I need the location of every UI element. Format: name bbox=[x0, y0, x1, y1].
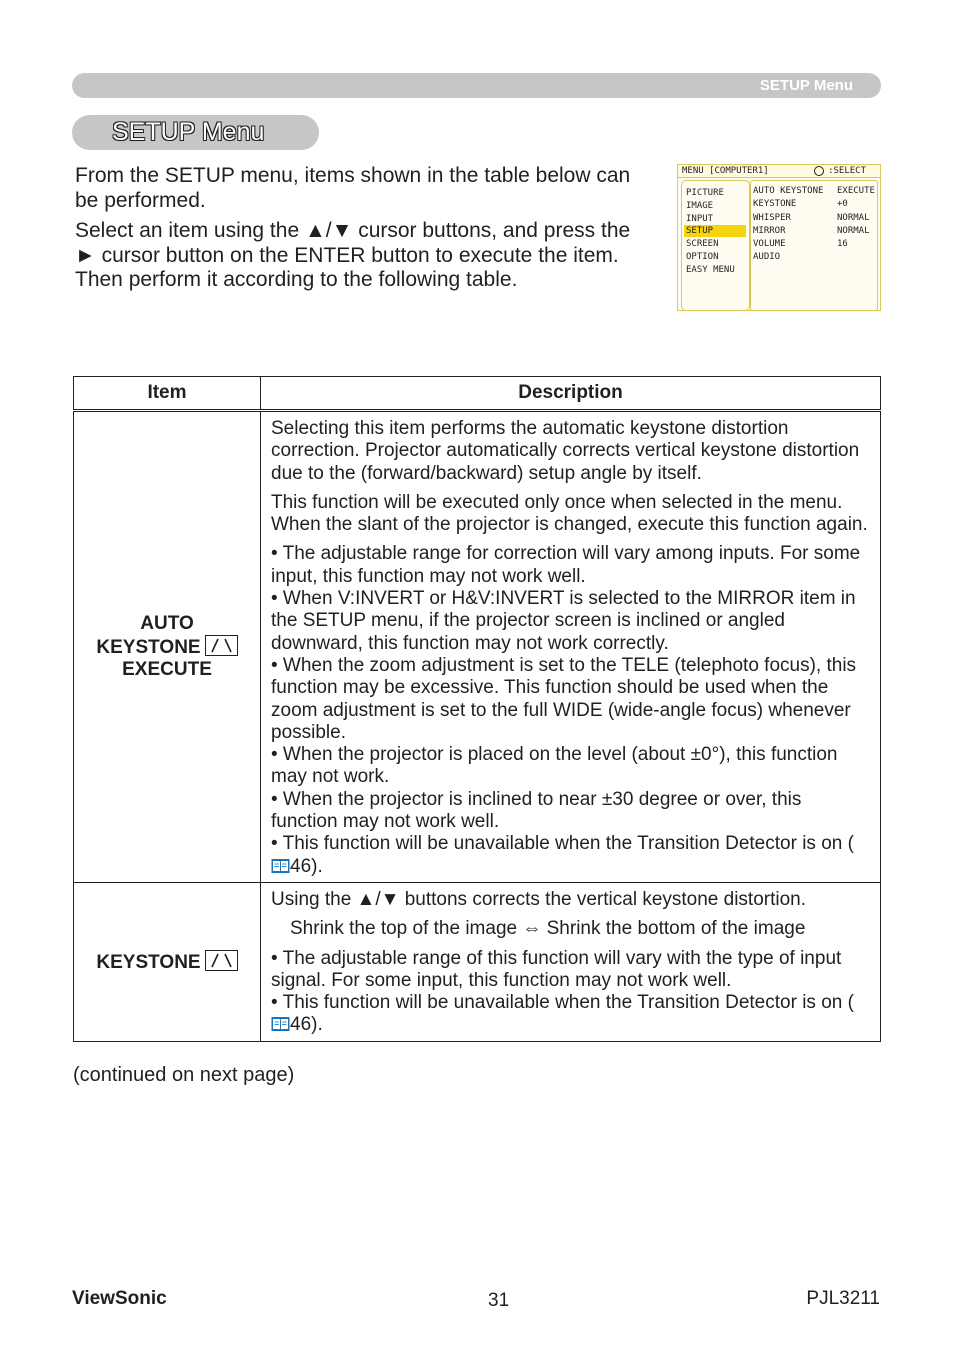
osd-select-hint bbox=[828, 166, 866, 176]
intro-paragraph-2: Select an item using the ▲/▼ cursor buttons, and press the ► cursor button on the ENTER button to execute the item. Then perform it according to the following table. bbox=[75, 219, 631, 291]
osd-header bbox=[678, 165, 880, 178]
note-bullet: • When V:INVERT or H&V:INVERT is selected to the MIRROR item in the SETUP menu, if the projector screen is inclined or angled downward, this function may not work correctly. bbox=[271, 588, 856, 654]
description-cell-keystone bbox=[261, 882, 881, 1041]
item-label-keystone: KEYSTONE bbox=[96, 636, 201, 658]
osd-title: MENU [COMPUTER1] bbox=[682, 166, 769, 176]
running-header-title: SETUP Menu bbox=[759, 77, 853, 94]
note-bullet: • This function will be unavailable when the Transition Detector is on ( bbox=[271, 992, 854, 1014]
osd-setting-label: AUTO KEYSTONE bbox=[753, 186, 824, 196]
note-bullet: • The adjustable range for correction will vary among inputs. For some input, this function may not work well. bbox=[271, 543, 861, 587]
item-label-keystone: KEYSTONE bbox=[96, 951, 201, 973]
osd-setting-label: AUDIO bbox=[753, 252, 781, 262]
osd-select-label: :SELECT bbox=[828, 166, 866, 176]
note-bullet: • When the projector is placed on the level (about ±0°), this function may not work. bbox=[271, 744, 838, 788]
table-header-row bbox=[74, 377, 881, 411]
table-row-auto-keystone bbox=[74, 411, 881, 883]
section-title: SETUP Menu bbox=[112, 118, 265, 146]
osd-setting-label: VOLUME bbox=[753, 239, 786, 249]
running-header-bar bbox=[72, 73, 881, 98]
item-label-line: EXECUTE bbox=[122, 659, 212, 681]
description-paragraph: This function will be executed only once when selected in the menu. When the slant of the projector is changed, execute this function again. bbox=[271, 491, 868, 536]
description-notes bbox=[271, 543, 872, 877]
item-label-line bbox=[74, 635, 260, 659]
osd-setting-value: 16 bbox=[837, 239, 848, 249]
select-icon bbox=[814, 166, 824, 176]
note-bullet: • This function will be unavailable when the Transition Detector is on ( bbox=[271, 833, 854, 855]
continued-note: (continued on next page) bbox=[73, 1064, 295, 1086]
osd-setting-label: WHISPER bbox=[753, 213, 791, 223]
osd-menu-item: INPUT bbox=[686, 214, 714, 224]
osd-setting-row bbox=[753, 185, 877, 198]
intro-text bbox=[75, 164, 650, 299]
description-paragraph: Selecting this item performs the automatic keystone distortion correction. Projector automatically corrects vertical keystone distortion due to the (forward/backward) setup angle by itself. bbox=[271, 418, 860, 484]
osd-menu-list bbox=[681, 180, 750, 311]
keystone-icon bbox=[205, 635, 238, 656]
note-bullet: • When the zoom adjustment is set to the TELE (telephoto focus), this function may be excessive. This function should be used when the zoom adjustment is set to the full WIDE (wide-angle focus) whenever possible. bbox=[271, 654, 857, 743]
intro-paragraph-1: From the SETUP menu, items shown in the table below can be performed. bbox=[75, 164, 631, 212]
item-label-line: AUTO bbox=[140, 612, 194, 634]
osd-setting-value: EXECUTE bbox=[837, 186, 875, 196]
osd-setting-row bbox=[753, 238, 877, 251]
footer-model: PJL3211 bbox=[806, 1288, 880, 1309]
osd-setting-row bbox=[753, 251, 877, 264]
osd-menu-item: IMAGE bbox=[686, 201, 714, 211]
osd-menu-item: OPTION bbox=[686, 252, 719, 262]
description-paragraph: Shrink the top of the image ⇔ Shrink the bottom of the image bbox=[290, 918, 806, 940]
item-cell-keystone bbox=[74, 882, 261, 1041]
description-notes bbox=[271, 948, 872, 1037]
column-header-description: Description bbox=[261, 377, 881, 411]
keystone-icon bbox=[205, 950, 238, 971]
item-cell-auto-keystone bbox=[74, 411, 261, 883]
osd-menu-item-selected: SETUP bbox=[684, 225, 746, 237]
osd-setting-value: +0 bbox=[837, 199, 848, 209]
description-paragraph: Using the ▲/▼ buttons corrects the vertical keystone distortion. bbox=[271, 888, 807, 910]
note-bullet-end: ). bbox=[311, 855, 323, 877]
footer-page-number: 31 bbox=[488, 1290, 510, 1311]
osd-menu-item: SCREEN bbox=[686, 239, 719, 249]
table-row-keystone bbox=[74, 882, 881, 1041]
osd-setting-row bbox=[753, 212, 877, 225]
page-reference: 46 bbox=[290, 855, 312, 877]
osd-menu-item: EASY MENU bbox=[686, 265, 735, 275]
note-bullet-end: ). bbox=[311, 1014, 323, 1036]
osd-setting-row bbox=[753, 225, 877, 238]
osd-menu-screenshot bbox=[677, 164, 881, 311]
page-reference: 46 bbox=[290, 1014, 312, 1036]
note-bullet: • When the projector is inclined to near ±30 degree or over, this function may not work well. bbox=[271, 788, 802, 833]
book-reference-icon bbox=[271, 1016, 290, 1032]
osd-menu-item: PICTURE bbox=[686, 188, 724, 198]
osd-settings-panel bbox=[750, 180, 878, 311]
osd-setting-value: NORMAL bbox=[837, 226, 870, 236]
book-reference-icon bbox=[271, 858, 290, 874]
footer-brand: ViewSonic bbox=[72, 1288, 167, 1309]
column-header-item: Item bbox=[74, 377, 261, 411]
osd-setting-label: KEYSTONE bbox=[753, 199, 797, 209]
note-bullet: • The adjustable range of this function will vary with the type of input signal. For some input, this function may not work well. bbox=[271, 947, 842, 991]
osd-setting-value: NORMAL bbox=[837, 213, 870, 223]
osd-setting-row bbox=[753, 198, 877, 211]
description-cell-auto-keystone bbox=[261, 411, 881, 883]
osd-setting-label: MIRROR bbox=[753, 226, 786, 236]
setup-items-table bbox=[73, 376, 881, 1042]
section-title-pill bbox=[72, 115, 319, 150]
